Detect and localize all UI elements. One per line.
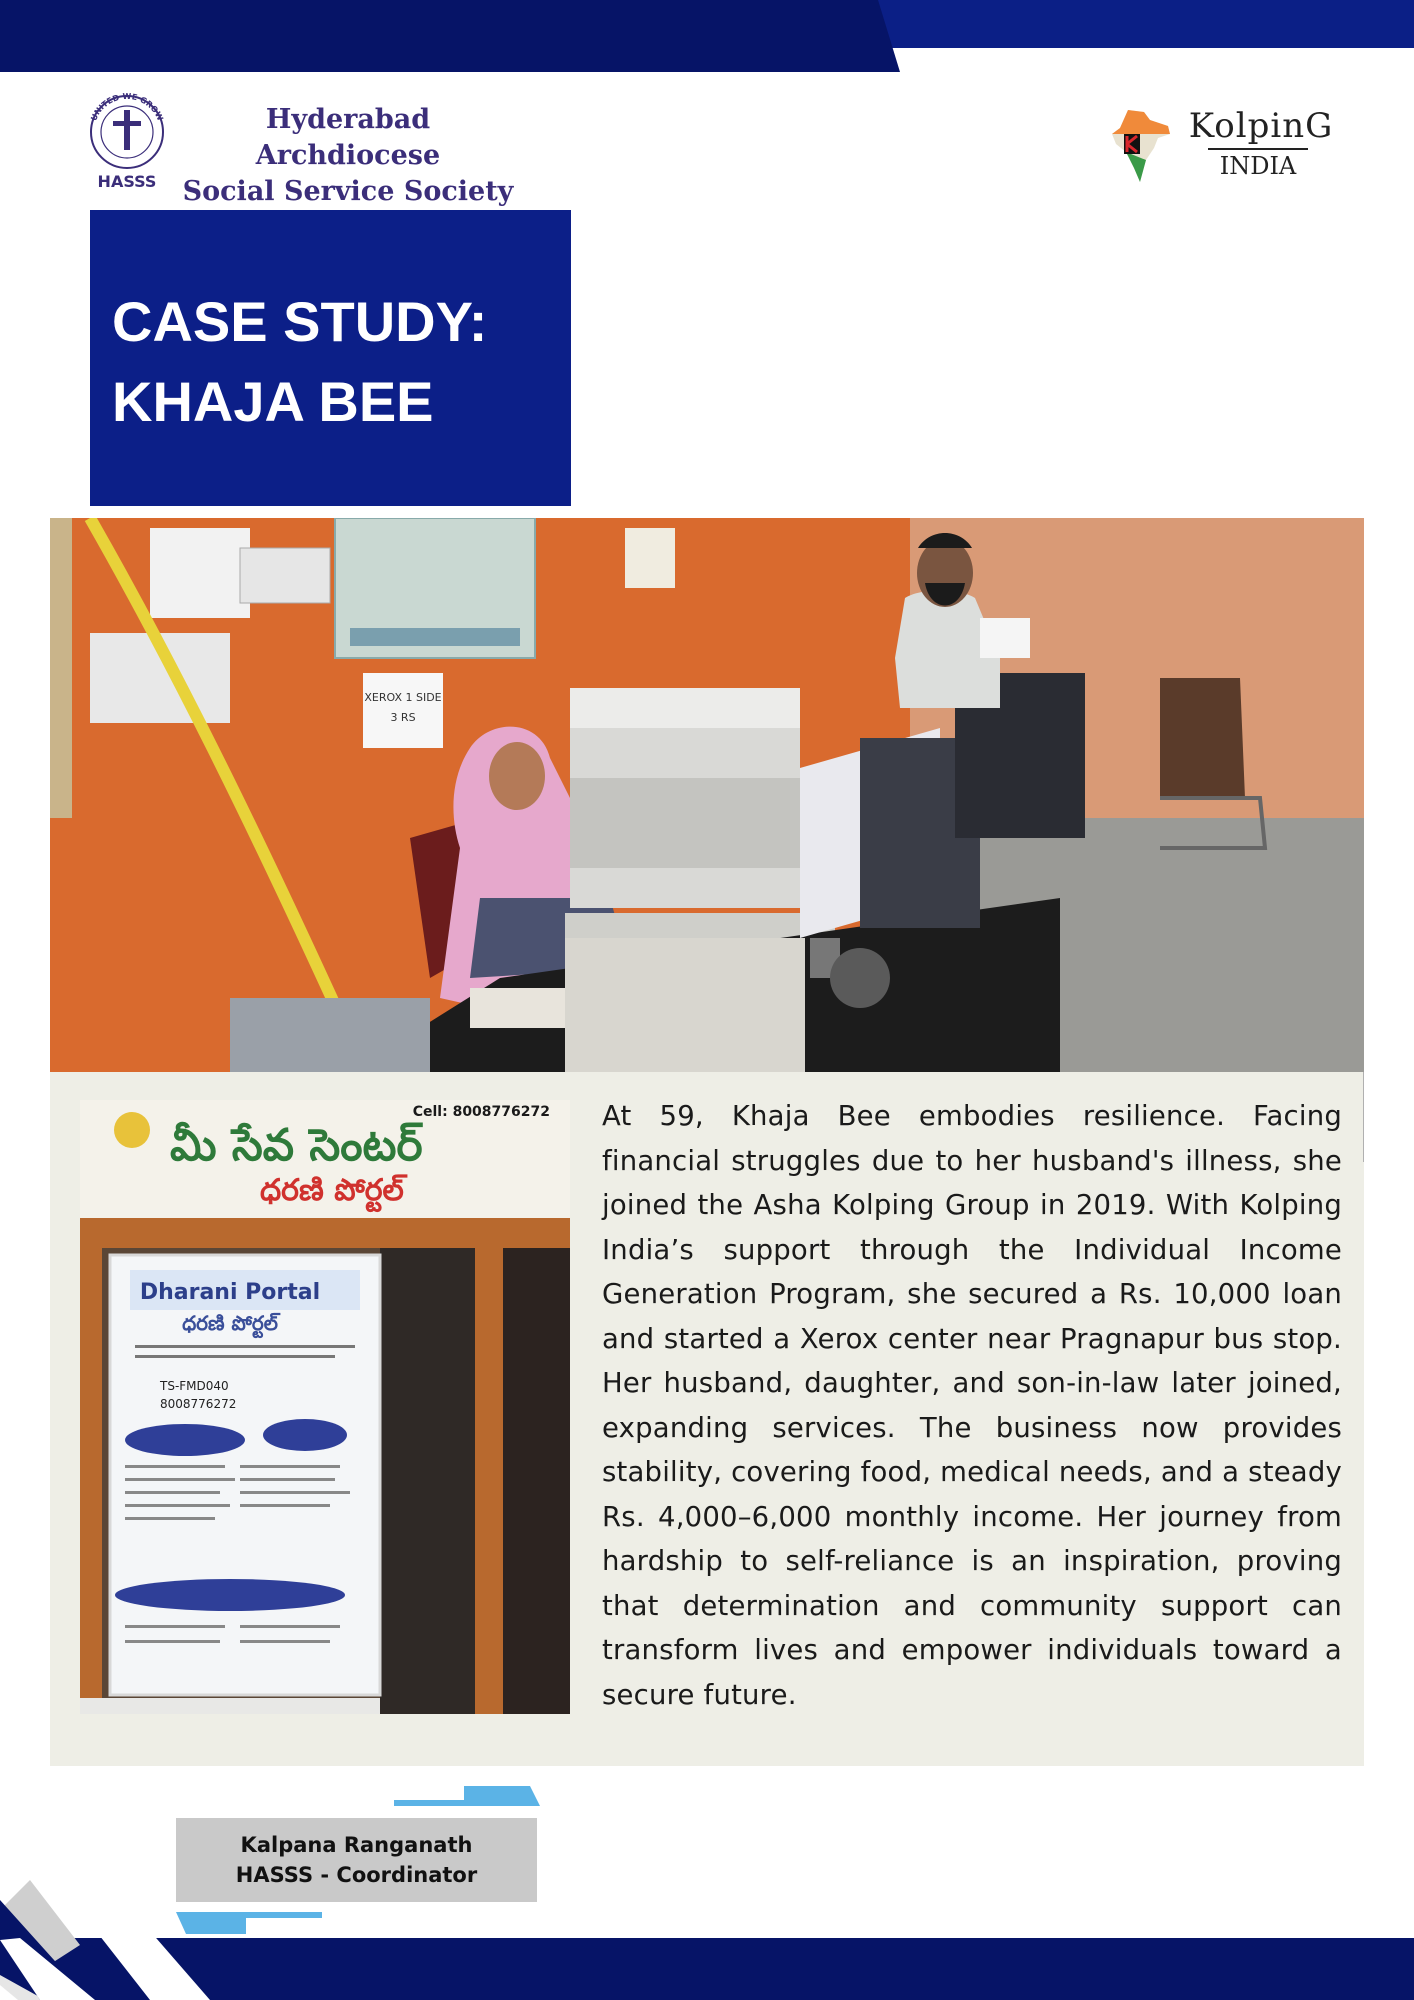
hasss-logo [86,90,168,190]
shop-board-title-telugu: ధరణి పోర్టల్ [182,1311,278,1335]
shop-board-phone: 8008776272 [160,1397,237,1411]
signature-name: Kalpana Ranganath [240,1833,473,1857]
page-title-line1: CASE STUDY: [112,290,488,353]
org-name-line1: Hyderabad Archdiocese [255,104,441,171]
accent-stripe-top [394,1786,540,1806]
office-photo [50,518,1364,1072]
shop-photo [80,1100,570,1714]
shop-phone: Cell: 8008776272 [412,1104,550,1120]
india-map-icon [1110,108,1172,184]
xerox-sign-price: 3 RS [390,711,416,724]
shop-banner-sub: ధరణి పోర్టల్ [260,1173,404,1208]
shop-board-title: Dharani Portal [139,1280,321,1305]
page-title-line2: KHAJA BEE [112,370,434,433]
kolping-india-label: INDIA [1208,148,1308,180]
logo-abbrev: HASSS [97,172,157,190]
shop-board-id: TS-FMD040 [160,1379,229,1393]
logo-ring-text: UNITED WE GROW [89,91,165,123]
xerox-sign-text: XEROX 1 SIDE [364,691,442,704]
signature-role: HASSS - Coordinator [235,1863,478,1887]
org-name-line2: Social Service Society [182,176,514,207]
org-name [178,102,518,210]
title-block [90,210,571,506]
header-band-right [860,0,1414,48]
story-text: At 59, Khaja Bee embodies resilience. Facing financial struggles due to her husband's illness, she joined the Asha Kolping Group in 2019. With Kolping India’s support through the Individual Income Generation Program, she secured a Rs. 10,000 loan and started a Xerox center near Pragnapur bus stop. Her husband, daughter, and son-in-law later joined, expanding services. The business now provides stability, covering food, medical needs, and a steady Rs. 4,000–6,000 monthly income. Her journey from hardship to self-reliance is an inspiration, proving that determination and community support can transform lives and empower individuals toward a secure future. [602,1100,1342,1711]
page-title [112,282,487,442]
kolping-wordmark: KolpinG [1188,106,1334,146]
footer-band [0,1880,1414,2000]
panel-divider [1363,1072,1364,1162]
header-band [0,0,900,72]
shop-banner: మీ సేవ సెంటర్ [170,1120,423,1171]
